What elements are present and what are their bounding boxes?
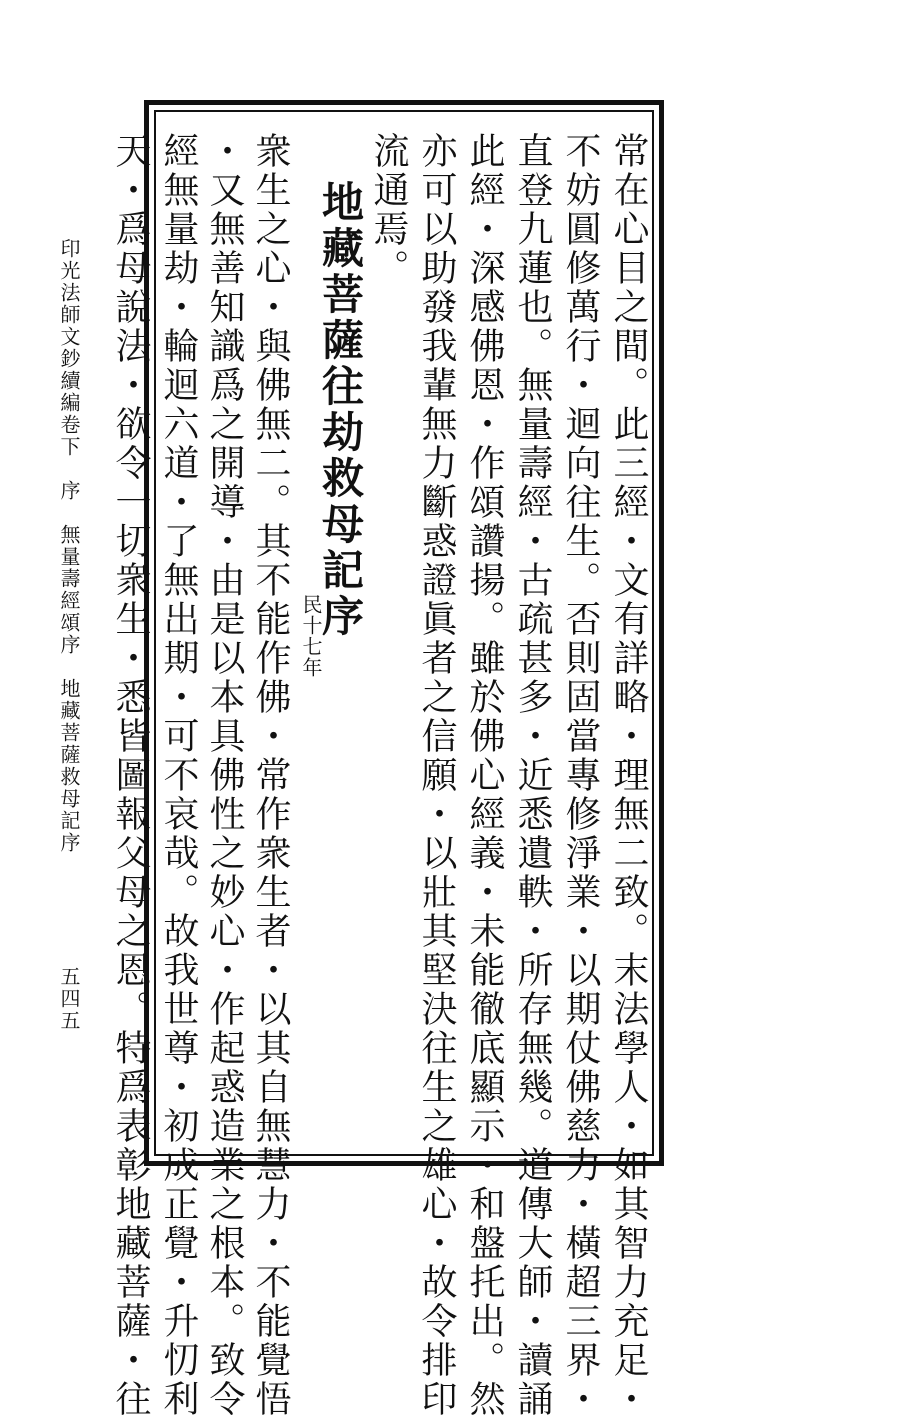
page-number: 五四五 xyxy=(57,966,81,1032)
text-column-10: 天・爲母說法・欲令一切衆生・悉皆圖報父母之恩。特爲表彰地藏菩薩・往 xyxy=(110,132,151,1419)
date-note: 民十七年 xyxy=(299,594,323,678)
text-column-7: 衆生之心・與佛無二。其不能作佛・常作衆生者・以其自無慧力・不能覺悟 xyxy=(250,132,291,1419)
text-column-8: ・又無善知識爲之開導・由是以本具佛性之妙心・作起惑造業之根本。致令 xyxy=(204,132,245,1419)
running-head: 印光法師文鈔續編卷下 序 無量壽經頌序 地藏菩薩救母記序 xyxy=(57,238,81,854)
section-title: 地藏菩薩往劫救母記序 xyxy=(316,180,365,640)
text-column-3: 直登九蓮也。無量壽經・古疏甚多・近悉遺軼・所存無幾。道傳大師・讀誦 xyxy=(512,132,553,1419)
text-column-6: 流通焉。 xyxy=(368,132,409,288)
text-column-2: 不妨圓修萬行・迴向往生。否則固當專修淨業・以期仗佛慈力・橫超三界・ xyxy=(560,132,601,1419)
text-column-1: 常在心目之間。此三經・文有詳略・理無二致。末法學人・如其智力充足・ xyxy=(608,132,649,1419)
text-column-5: 亦可以助發我輩無力斷惑證眞者之信願・以壯其堅決往生之雄心・故令排印 xyxy=(416,132,457,1419)
text-column-4: 此經・深感佛恩・作頌讚揚。雖於佛心經義・未能徹底顯示・和盤托出。然 xyxy=(464,132,505,1419)
text-column-9: 經無量劫・輪迴六道・了無出期・可不哀哉。故我世尊・初成正覺・升忉利 xyxy=(158,132,199,1419)
